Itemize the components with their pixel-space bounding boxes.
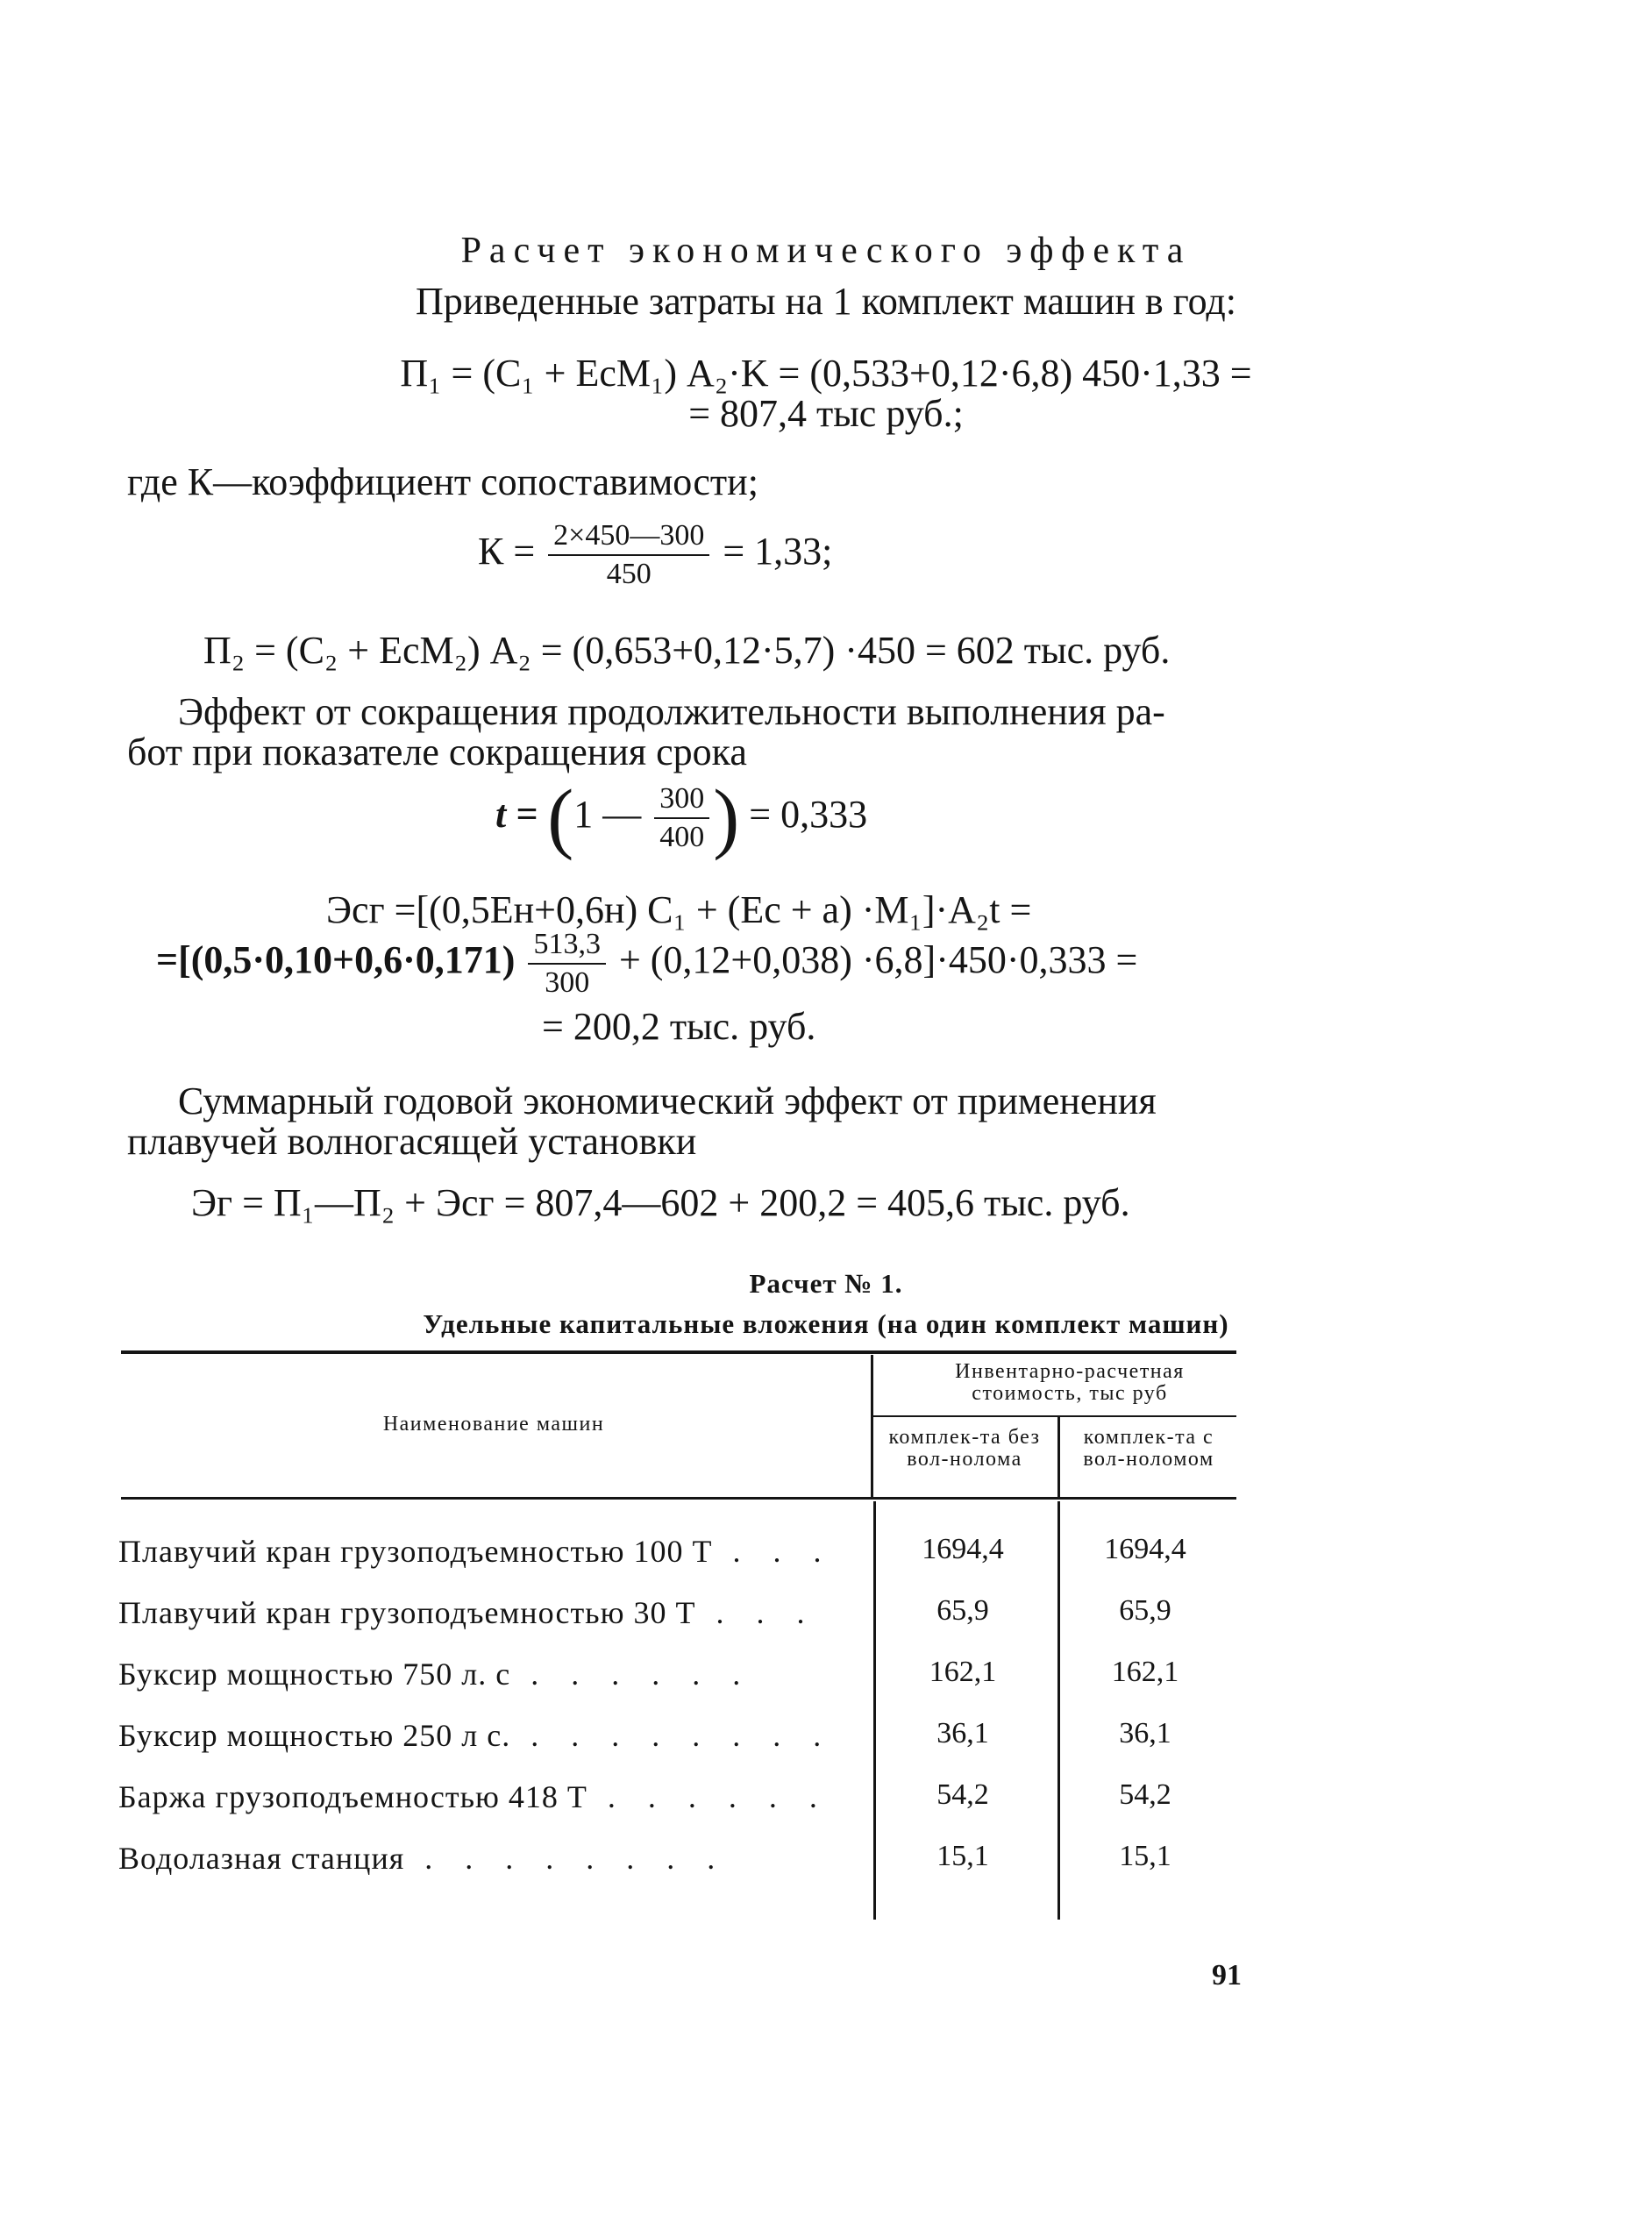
formula-t-denominator: 400 [659,821,705,853]
row-value-a: 15,1 [936,1840,989,1872]
paren-open: ( [547,774,574,861]
formula-esr-line3: = 200,2 тыс. руб. [542,1005,816,1048]
table-row: Плавучий кран грузоподъемностью 30 Т . . . [118,1595,817,1630]
summary-formula: Эг = П₁—П₂ + Эсг = 807,4—602 + 200,2 = 405,6 тыс. руб. [191,1181,1130,1224]
formula-esr-line2-left: =[(0,5·0,10+0,6·0,171) [156,938,516,982]
where-k-text: где К—коэффициент сопоставимости; [127,460,758,503]
row-value-b: 36,1 [1119,1717,1171,1749]
table-caption-number: Расчет № 1. [749,1268,903,1299]
effect-text-line2: бот при показателе сокращения срока [127,730,747,773]
formula-t [495,774,868,861]
table-col-b: комплек-та с вол-ноломом [1083,1426,1214,1471]
formula-p1-line2: = 807,4 тыс руб.; [688,392,964,435]
table-body-vline-a [873,1501,876,1920]
formula-t-lhs: t = [495,793,538,837]
formula-k-rhs: = 1,33; [723,530,833,574]
row-value-b: 1694,4 [1104,1533,1186,1565]
row-name: Плавучий кран грузоподъемностью 30 Т [118,1595,696,1630]
row-name: Баржа грузоподъемностью 418 Т [118,1779,587,1814]
row-value-b: 54,2 [1119,1778,1171,1811]
table-row: Баржа грузоподъемностью 418 Т . . . . . . [118,1779,830,1814]
table-row: Водолазная станция . . . . . . . . [118,1841,728,1876]
row-name: Буксир мощностью 750 л. с [118,1657,511,1692]
formula-k-lhs: К = [478,530,536,574]
formula-k-denominator: 450 [606,558,652,590]
table-row: Плавучий кран грузоподъемностью 100 Т . . . [118,1534,834,1569]
formula-p1-line1: П₁ = (C₁ + EcM₁) A₂·K = (0,533+0,12·6,8) 450·1,33 = [400,352,1252,395]
formula-k-numerator: 2×450—300 [548,519,709,556]
row-name: Буксир мощностью 250 л с. [118,1718,511,1753]
formula-esr-line1: Эсг =[(0,5Eн+0,6н) C₁ + (Ec + a) ·M₁]·A₂t = [326,888,1032,931]
table-header-bottom-rule [121,1497,1236,1500]
row-value-a: 54,2 [936,1778,989,1811]
table-row: Буксир мощностью 250 л с. . . . . . . . . [118,1718,834,1753]
row-name: Плавучий кран грузоподъемностью 100 Т [118,1534,713,1569]
table-col-name: Наименование машин [382,1413,605,1436]
page-number: 91 [1212,1959,1242,1992]
formula-esr-numerator: 513,3 [528,928,606,965]
table-group-rule [873,1415,1236,1417]
row-value-b: 65,9 [1119,1594,1171,1627]
formula-t-one: 1 — [573,793,642,837]
effect-text-line1: Эффект от сокращения продолжительности выполнения ра- [178,690,1165,733]
row-value-a: 1694,4 [922,1533,1004,1565]
formula-t-rhs: = 0,333 [749,793,868,837]
table-header-vline [871,1355,873,1497]
row-value-a: 65,9 [936,1594,989,1627]
paren-close: ) [713,774,740,861]
table-col-a: комплек-та без вол-нолома [888,1426,1041,1471]
intro-text: Приведенные затраты на 1 комплект машин в год: [415,280,1236,323]
row-name: Водолазная станция [118,1841,405,1876]
formula-k [478,519,832,591]
formula-t-numerator: 300 [654,782,709,819]
page-title: Расчет экономического эффекта [460,231,1192,271]
formula-p2: П₂ = (C₂ + EcM₂) A₂ = (0,653+0,12·5,7) ·450 = 602 тыс. руб. [203,629,1171,672]
summary-line1: Суммарный годовой экономический эффект от применения [178,1079,1157,1122]
row-value-b: 15,1 [1119,1840,1171,1872]
formula-esr-fraction [528,928,606,1000]
row-value-a: 162,1 [929,1656,997,1688]
formula-esr-denominator: 300 [545,966,590,999]
table-body-vline-b [1057,1501,1060,1920]
row-value-b: 162,1 [1111,1656,1179,1688]
table-col-group: Инвентарно-расчетная стоимость, тыс руб [955,1360,1185,1405]
table-row: Буксир мощностью 750 л. с . . . . . . [118,1657,753,1692]
formula-esr-line2 [156,928,1137,1000]
table-top-rule [121,1350,1236,1354]
formula-k-fraction [548,519,709,591]
table-caption-title: Удельные капитальные вложения (на один комплект машин) [423,1308,1229,1339]
table-subheader-vline [1057,1417,1060,1497]
summary-line2: плавучей волногасящей установки [127,1120,697,1163]
row-value-a: 36,1 [936,1717,989,1749]
formula-esr-line2-right: + (0,12+0,038) ·6,8]·450·0,333 = [618,938,1138,982]
formula-t-fraction [654,782,709,854]
